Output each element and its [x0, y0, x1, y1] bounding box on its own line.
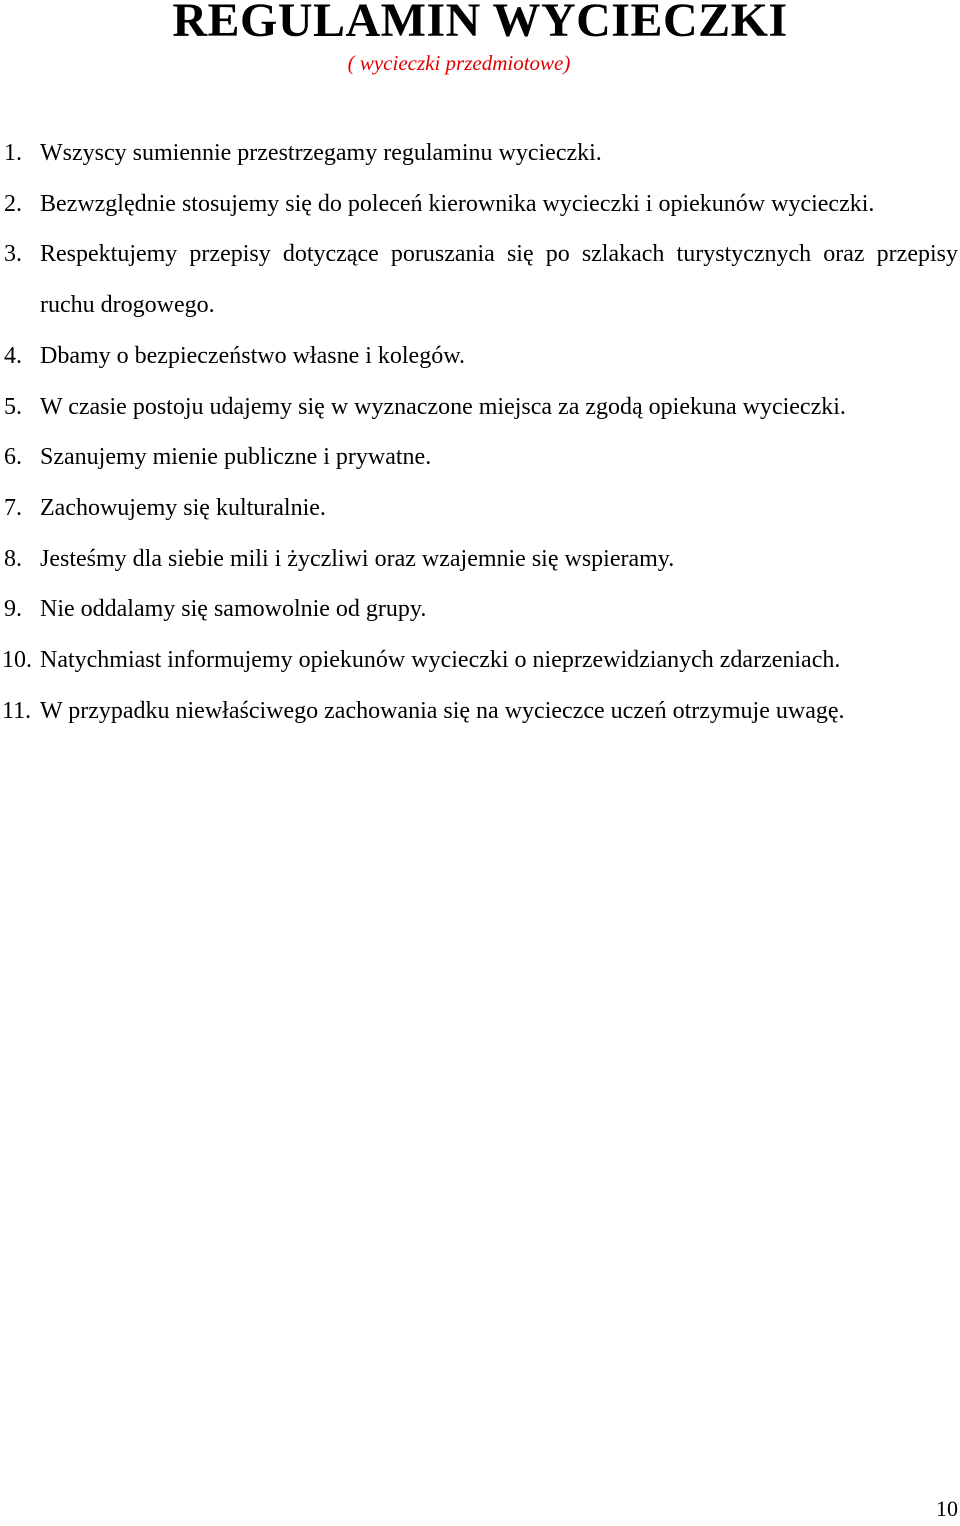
- rule-text: W przypadku niewłaściwego zachowania się na wycieczce uczeń otrzymuje uwagę.: [40, 697, 845, 724]
- rule-text: Szanujemy mienie publiczne i prywatne.: [40, 444, 432, 471]
- rules-list: [0, 128, 960, 736]
- list-item: [0, 331, 960, 382]
- list-item: [0, 229, 960, 330]
- rule-text: Natychmiast informujemy opiekunów wycieczki o nieprzewidzianych zdarzeniach.: [40, 647, 841, 674]
- rule-number: 2.: [4, 190, 22, 217]
- rule-number: 6.: [4, 444, 22, 471]
- list-item: [0, 584, 960, 635]
- rule-number: 9.: [4, 596, 22, 623]
- rule-text: Nie oddalamy się samowolnie od grupy.: [40, 596, 427, 623]
- rule-number: 10.: [2, 647, 32, 674]
- rule-text: Jesteśmy dla siebie mili i życzliwi oraz wzajemnie się wspieramy.: [40, 545, 675, 572]
- subtitle: ( wycieczki przedmiotowe): [347, 51, 571, 75]
- list-item: [0, 128, 960, 179]
- rule-text: Wszyscy sumiennie przestrzegamy regulaminu wycieczki.: [40, 140, 602, 166]
- list-item: [0, 534, 960, 585]
- rule-number: 4.: [4, 342, 22, 369]
- rule-number: 3.: [4, 241, 22, 268]
- rule-number: 8.: [4, 545, 22, 572]
- list-item: [0, 179, 960, 230]
- rule-text: Respektujemy przepisy dotyczące poruszania się po szlakach turystycznych oraz przepisy ruchu drogowego.: [40, 241, 958, 319]
- page-number: 10: [936, 1496, 958, 1521]
- list-item: [0, 483, 960, 534]
- rule-number: 11.: [2, 697, 32, 724]
- list-item: [0, 635, 960, 686]
- rule-text: Bezwzględnie stosujemy się do poleceń kierownika wycieczki i opiekunów wycieczki.: [40, 190, 875, 217]
- rule-text: Dbamy o bezpieczeństwo własne i kolegów.: [40, 342, 465, 369]
- rule-text: W czasie postoju udajemy się w wyznaczone miejsca za zgodą opiekuna wycieczki.: [40, 393, 846, 420]
- rule-number: 1.: [4, 140, 22, 166]
- rule-number: 7.: [4, 494, 22, 521]
- rule-number: 5.: [4, 393, 22, 420]
- page-title: REGULAMIN WYCIECZKI: [172, 0, 788, 47]
- rule-text: Zachowujemy się kulturalnie.: [40, 494, 326, 521]
- list-item: [0, 382, 960, 433]
- list-item: [0, 686, 960, 737]
- list-item: [0, 432, 960, 483]
